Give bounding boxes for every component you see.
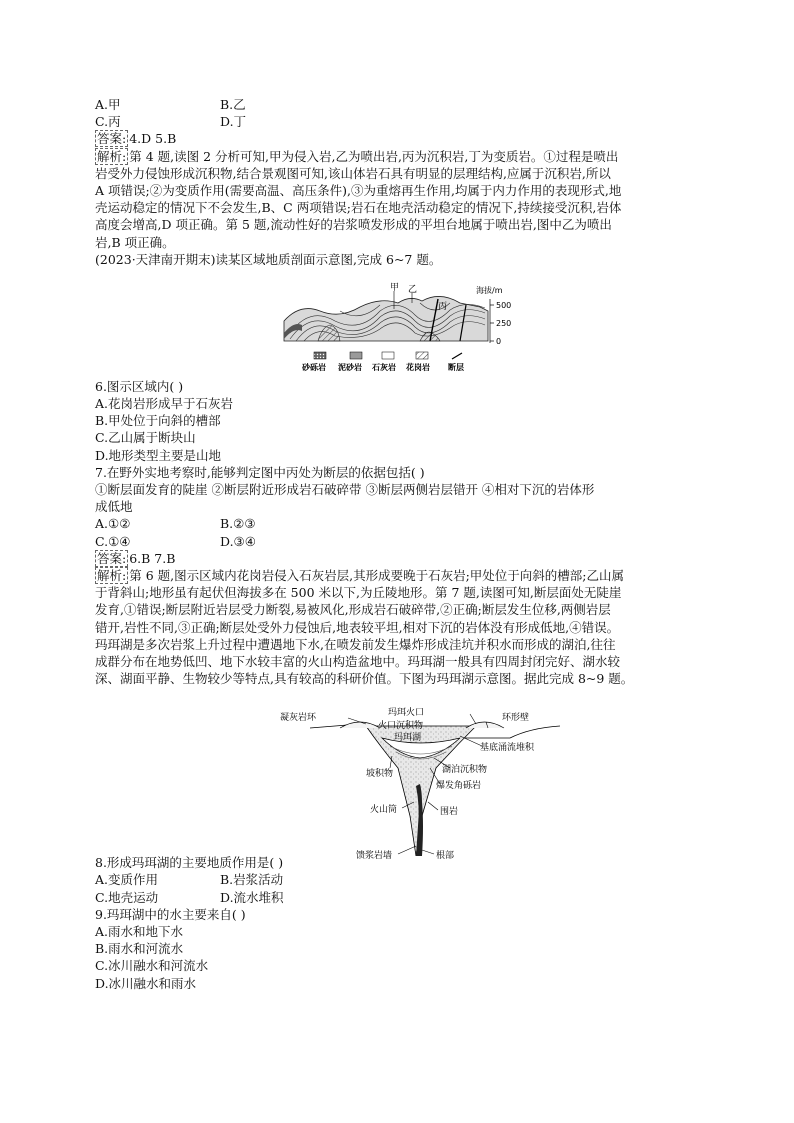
legend-swatch-limestone [382,352,394,359]
option-c[interactable]: C.地壳运动 [95,889,159,905]
q7-options-row2 [95,533,705,550]
legend-swatch-sandstone [314,352,326,359]
option-a[interactable]: A.①② [95,516,131,532]
question-6-option[interactable]: B.甲处位于向斜的槽部 [95,413,221,429]
explanation-tag: 解析: [97,148,127,164]
label-yi: 乙 [408,285,418,295]
tick-0: 0 [496,337,502,346]
tick-500: 500 [496,301,512,310]
label-conduit: 火山筒 [370,805,398,815]
question-6-option[interactable]: D.地形类型主要是山地 [95,447,222,463]
intro-line: 成群分布在地势低凹、地下水较丰富的火山构造盆地中。玛珥湖一般具有四周封闭完好、湖水较 [95,653,621,669]
legend-label: 花岗岩 [406,363,430,372]
explanation-line: 发育,①错误;断层附近岩层受力断裂,易被风化,形成岩石破碎带,②正确;断层发生位移,两侧岩层 [95,602,611,618]
q45-options-row2 [95,113,705,130]
label-tuff-ring: 凝灰岩环 [280,713,317,723]
option-d[interactable]: D.丁 [220,114,247,130]
label-lake: 玛珥湖 [394,733,422,743]
intro-line: 玛珥湖是多次岩浆上升过程中遭遇地下水,在喷发前发生爆炸形成洼坑并积水而形成的湖泊,往往 [95,636,616,652]
maar-intro [95,636,705,688]
label-lake-sediment: 湖泊沉积物 [442,765,488,775]
question-7-stem: 7.在野外实地考察时,能够判定图中丙处为断层的依据包括( ) [95,464,425,480]
legend-label: 砂砾岩 [302,363,326,372]
question-9-option[interactable]: D.冰川融水和雨水 [95,975,197,991]
label-crater-deposit: 火口沉积物 [378,721,424,731]
label-wall-rock: 围岩 [440,807,459,817]
label-jia: 甲 [390,283,400,293]
option-b[interactable]: B.岩浆活动 [220,872,284,888]
q7-options-row1 [95,515,705,532]
option-d[interactable]: D.流水堆积 [220,889,284,905]
label-slope-deposit: 坡积物 [366,769,394,779]
explanation-line: A 项错误;②为变质作用(需要高温、高压条件),③为重熔再生作用,均属于内力作用的表现形式,地 [95,182,622,198]
question-6-option[interactable]: C.乙山属于断块山 [95,430,196,446]
answer-tag: 答案: [97,550,127,566]
answer-6-7 [95,550,705,567]
answer-text: 6.B 7.B [129,550,176,566]
legend [302,352,464,372]
question-9-option[interactable]: C.冰川融水和河流水 [95,958,209,974]
explanation-line: 高度会增高,D 项正确。第 5 题,流动性好的岩浆喷发形成的平坦台地属于喷出岩,图中乙为喷出 [95,217,612,233]
legend-swatch-fault [452,353,462,359]
intro-line: 深、湖面平静、生物较少等特点,具有较高的科研价值。下图为玛珥湖示意图。据此完成 8~9 题。 [95,671,634,687]
label-base-surge: 基底涌流堆积 [480,743,535,753]
option-b[interactable]: B.乙 [220,97,246,112]
label-breccia: 爆发角砾岩 [436,781,482,791]
legend-label: 断层 [448,363,464,372]
section-block [284,296,488,341]
label-dike: 馈浆岩墙 [356,851,393,861]
tick-250: 250 [496,319,512,328]
option-a[interactable]: A.甲 [95,97,121,112]
geologic-section-figure [280,281,520,373]
label-crater: 玛珥火口 [388,708,425,718]
question-9-stem: 9.玛珥湖中的水主要来自( ) [95,906,246,922]
maar-lake-figure [270,706,570,871]
option-c[interactable]: C.丙 [95,114,121,130]
answer-text: 4.D 5.B [129,131,177,147]
label-ring-wall: 环形壁 [502,713,530,723]
answer-tag: 答案: [97,131,127,147]
question-6-option[interactable]: A.花岗岩形成早于石灰岩 [95,396,234,412]
explanation-line: 错开,岩性不同,③正确;断层处受外力侵蚀后,地表较平坦,相对下沉的岩体没有形成低地,④错误。 [95,619,620,635]
question-7-items: ①断层面发育的陡崖 ②断层附近形成岩石破碎带 ③断层两侧岩层错开 ④相对下沉的岩体形 [95,482,595,497]
legend-swatch-mudstone [350,352,362,359]
explanation-tag: 解析: [97,567,127,583]
q45-options-row1 [95,96,705,113]
explanation-6-7 [95,567,705,636]
explanation-4-5 [95,148,705,251]
label-bing: 丙 [438,302,448,312]
intro-6-7: (2023·天津南开期末)读某区域地质剖面示意图,完成 6~7 题。 [95,251,442,267]
explanation-line: 壳运动稳定的情况下不会发生,B、C 两项错误;岩石在地壳活动稳定的情况下,持续接受沉积,岩体 [95,200,622,216]
explanation-line: 于背斜山;地形虽有起伏但海拔多在 500 米以下,为丘陵地形。第 7 题,读图可知,断层面处无陡崖 [95,585,622,601]
question-8-stem: 8.形成玛珥湖的主要地质作用是( ) [95,855,284,871]
legend-label: 泥砂岩 [338,363,362,372]
legend-swatch-granite [416,352,428,359]
explanation-line: 岩受外力侵蚀形成沉积物,结合景观图可知,该山体岩石具有明显的层理结构,应属于沉积岩,所以 [95,165,611,181]
option-a[interactable]: A.变质作用 [95,872,159,888]
question-6-stem: 6.图示区域内( ) [95,378,184,394]
question-7-items: 成低地 [95,499,133,515]
axis-title: 海拔/m [476,286,503,295]
q8-options-row2 [95,889,705,906]
explanation-line: 第 6 题,图示区域内花岗岩侵入石灰岩层,其形成要晚于石灰岩;甲处位于向斜的槽部;乙山属 [129,567,624,583]
option-d[interactable]: D.③④ [220,533,256,549]
option-b[interactable]: B.②③ [220,516,256,532]
q8-options-row1 [95,871,705,888]
question-9-option[interactable]: B.雨水和河流水 [95,941,184,957]
explanation-line: 第 4 题,读图 2 分析可知,甲为侵入岩,乙为喷出岩,丙为沉积岩,丁为变质岩。①过程是喷出 [129,148,619,164]
explanation-line: 岩,B 项正确。 [95,234,175,250]
label-root: 根部 [436,851,455,861]
question-9-option[interactable]: A.雨水和地下水 [95,924,184,939]
legend-label: 石灰岩 [372,363,396,372]
option-c[interactable]: C.①④ [95,533,131,549]
answer-4-5 [95,130,705,147]
